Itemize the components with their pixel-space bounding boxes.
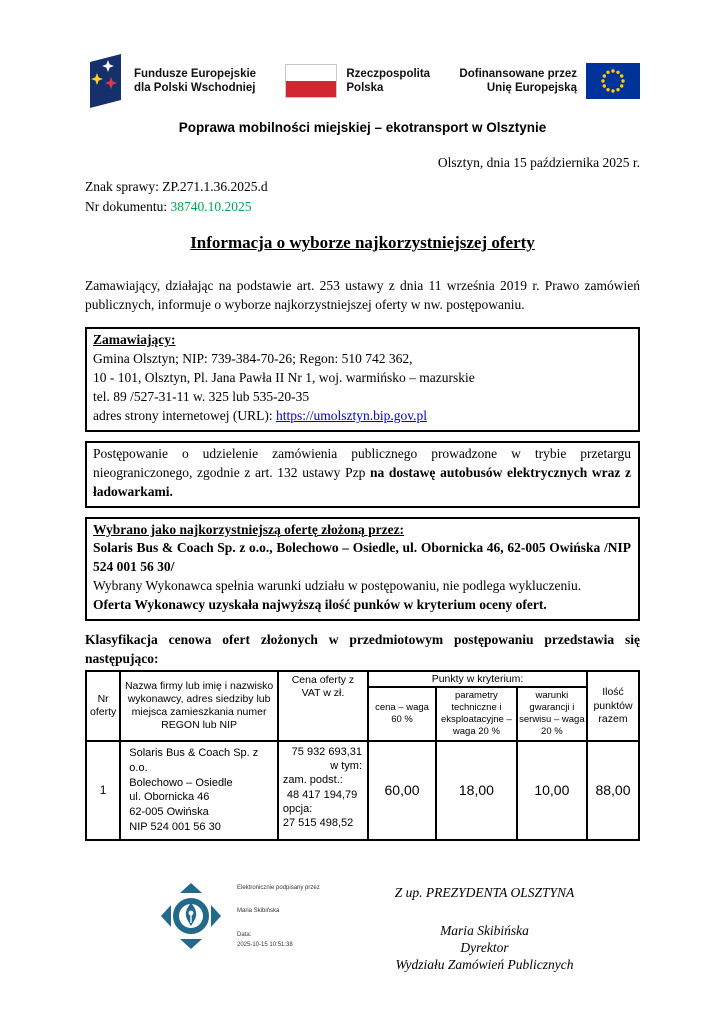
buyer-url-label: adres strony internetowej (URL): [93,408,276,423]
winner-points-note: Oferta Wykonawcy uzyskała najwyższą ilość punków w kryterium oceny ofert. [93,597,547,613]
cell-offer-number: 1 [86,741,120,840]
eu-funds-logo-label [134,67,256,96]
price-option-label: opcja: [282,803,313,816]
poland-logo [285,64,430,98]
electronic-signature-stamp [155,877,329,974]
buyer-line-nip-regon: Gmina Olsztyn; NIP: 739-384-70-26; Regon: 510 742 362, [93,351,413,367]
stamp-date-value: 2025-10-15 10:51:38 [237,941,293,948]
table-row [86,741,639,840]
poland-flag-icon [285,64,337,98]
eu-cofunded-label [459,67,577,96]
col-header-tech-weight: parametry techniczne i eksploatacyjne – waga 20 % [436,687,517,741]
stamp-signed-by-label: Elektronicznie podpisany przez [237,884,320,891]
cell-score-total: 88,00 [587,741,639,840]
company-name: Solaris Bus & Coach Sp. z o.o. [129,746,259,774]
eu-flag-icon [586,63,640,99]
procedure-text: Postępowanie o udzielenie zamówienia publicznego prowadzone w trybie przetargu nieograniczonego, zgodnie z art. 132 ustawy Pzp [93,445,631,480]
signature-department: Wydziału Zamówień Publicznych [395,956,574,972]
company-postcode: 62-005 Owińska [129,806,209,819]
price-including-label: w tym: [330,760,363,773]
eu-funds-line2: dla Polski Wschodniej [134,82,256,94]
stamp-signer-name: Maria Skibińska [237,908,280,915]
page-title: Informacja o wyborze najkorzystniejszej oferty [190,233,535,253]
eu-cofunded-logo [459,63,640,99]
col-header-warranty-weight: warunki gwarancji i serwisu – waga 20 % [517,687,587,741]
col-header-offer-number: Nr oferty [86,671,120,741]
case-number-line: Znak sprawy: ZP.271.1.36.2025.d [85,179,268,194]
poland-line2: Polska [346,82,384,94]
offers-table [85,670,640,841]
poland-logo-label [346,67,430,96]
buyer-box [85,327,640,431]
project-tagline: Poprawa mobilności miejskiej – ekotransport w Olsztynie [178,120,547,135]
winner-compliance: Wybrany Wykonawca spełnia warunki udziału w postępowaniu, nie podlega wykluczeniu. [93,578,582,594]
eu-funds-logo [85,53,256,109]
funding-logos-bar [85,52,640,110]
price-option-value: 27 515 498,52 [282,817,354,830]
company-nip: NIP 524 001 56 30 [129,821,221,834]
document-number-line [85,197,640,217]
signature-role: Dyrektor [460,939,509,955]
poland-line1: Rzeczpospolita [346,67,431,80]
col-header-company: Nazwa firmy lub imię i nazwisko wykonawcy, adres siedziby lub miejsca zamieszkania numer REGON lub NIP [120,671,278,741]
stamp-details [237,877,329,974]
col-header-points-group: Punkty w kryterium: [368,671,587,687]
col-header-price: Cena oferty z VAT w zł. [278,671,368,741]
signature-section [85,877,640,974]
eu-cofunded-line2: Unię Europejską [486,82,577,94]
price-base-label: zam. podst.: [282,774,343,787]
procedure-subject: na dostawę autobusów elektrycznych wraz z ładowarkami. [93,464,631,499]
cell-price [278,741,368,840]
company-town: Bolechowo – Osiedle [129,776,233,789]
price-total: 75 932 693,31 [291,745,363,758]
buyer-website-link[interactable]: https://umolsztyn.bip.gov.pl [275,408,427,423]
classification-intro: Klasyfikacja cenowa ofert złożonych w przedmiotowym postępowaniu przedstawia się następująco: [85,632,640,667]
intro-paragraph: Zamawiający, działając na podstawie art. 253 ustawy z dnia 11 września 2019 r. Prawo zamówień publicznych, informuje o wyborze najkorzystniejszej oferty w nw. postępowaniu. [85,278,640,313]
eu-funds-flag-icon [85,53,125,109]
winner-name: Solaris Bus & Coach Sp. z o.o., Bolechowo – Osiedle, ul. Obornicka 46, 62-005 Owińska /NIP 524 001 56 30/ [93,540,631,575]
price-base-value: 48 417 194,79 [286,788,358,801]
cell-score-warranty: 10,00 [517,741,587,840]
document-number-label: Nr dokumentu: [85,198,171,214]
winner-box-heading: Wybrano jako najkorzystniejszą ofertę złożoną przez: [93,521,405,537]
buyer-box-heading: Zamawiający: [93,332,176,348]
stamp-date-label: Data: [237,932,252,939]
document-number-value: 38740.10.2025 [170,198,252,214]
cell-score-price: 60,00 [368,741,436,840]
company-street: ul. Obornicka 46 [129,791,210,804]
signature-block [329,877,640,974]
signature-name: Maria Skibińska [440,922,529,938]
date-line: Olsztyn, dnia 15 października 2025 r. [437,155,640,170]
eu-funds-line1: Fundusze Europejskie [134,67,257,80]
col-header-price-weight: cena – waga 60 % [368,687,436,741]
buyer-line-url [93,407,631,426]
signature-identity [329,923,640,974]
buyer-line-phone: tel. 89 /527-31-11 w. 325 lub 535-20-35 [93,389,310,405]
buyer-line-address: 10 - 101, Olsztyn, Pl. Jana Pawła II Nr 1, woj. warmińsko – mazurskie [93,370,475,386]
col-header-total-points: Ilość punktów razem [587,671,639,741]
cell-company [120,741,278,840]
procedure-box [85,441,640,508]
electronic-signature-pen-icon [155,877,227,955]
signature-on-behalf: Z up. PREZYDENTA OLSZTYNA [394,884,575,900]
eu-cofunded-line1: Dofinansowane przez [459,67,577,80]
cell-score-tech: 18,00 [436,741,517,840]
winner-box [85,517,640,621]
